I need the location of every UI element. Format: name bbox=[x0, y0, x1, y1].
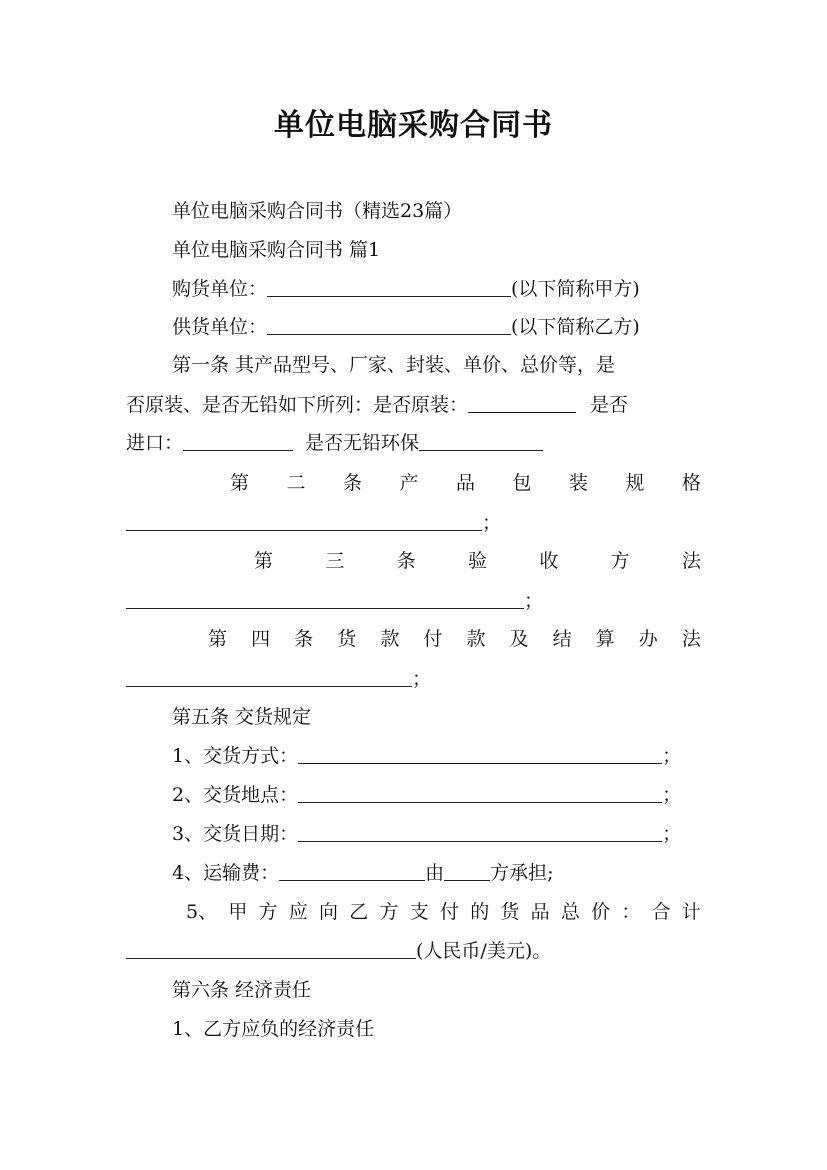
art2-char: 品 bbox=[455, 472, 475, 494]
import-blank bbox=[183, 430, 293, 451]
art4-char: 法 bbox=[681, 628, 701, 650]
transport-fee-blank bbox=[279, 860, 425, 881]
seller-label: 供货单位： bbox=[172, 316, 268, 338]
total-price-blank-line bbox=[126, 936, 701, 966]
buyer-suffix: (以下简称甲方) bbox=[511, 278, 640, 300]
art4-char: 及 bbox=[509, 628, 529, 650]
d5-char: 应 bbox=[288, 901, 308, 923]
article4-blank-line bbox=[126, 664, 701, 694]
art2-char: 条 bbox=[342, 472, 362, 494]
transport-bear: 方承担; bbox=[490, 862, 554, 884]
document-title: 单位电脑采购合同书 bbox=[274, 108, 553, 143]
art2-char: 产 bbox=[399, 472, 419, 494]
delivery-date-label: 3、交货日期： bbox=[172, 823, 299, 845]
total-price-line bbox=[186, 897, 701, 927]
d5-char: 乙 bbox=[349, 901, 369, 923]
art2-char: 第 bbox=[230, 472, 250, 494]
art2-char: 二 bbox=[286, 472, 306, 494]
d5-char: 5、 bbox=[186, 901, 218, 923]
art3-char: 方 bbox=[610, 550, 630, 572]
d5-char: 总 bbox=[560, 901, 580, 923]
buyer-blank bbox=[267, 276, 511, 297]
d5-char: 品 bbox=[530, 901, 550, 923]
article3-blank-line bbox=[126, 586, 701, 616]
art3-char: 三 bbox=[325, 550, 345, 572]
subtitle-line: 单位电脑采购合同书（精选23篇） bbox=[172, 200, 463, 222]
article6-heading: 第六条 经济责任 bbox=[172, 979, 312, 1001]
article1-line3 bbox=[126, 428, 701, 458]
buyer-label: 购货单位： bbox=[172, 278, 268, 300]
art3-char: 验 bbox=[467, 550, 487, 572]
art2-char: 格 bbox=[681, 472, 701, 494]
leadfree-blank bbox=[419, 430, 543, 451]
art4-char: 算 bbox=[595, 628, 615, 650]
seller-blank bbox=[267, 314, 511, 335]
total-price-blank bbox=[126, 938, 416, 959]
art2-char: 规 bbox=[625, 472, 645, 494]
original-blank bbox=[468, 392, 576, 413]
art4-char: 办 bbox=[638, 628, 658, 650]
d5-char: ： bbox=[621, 901, 641, 923]
seller-liability-line: 1、乙方应负的经济责任 bbox=[172, 1018, 375, 1040]
article2-heading bbox=[230, 468, 701, 498]
d5-char: 价 bbox=[591, 901, 611, 923]
d5-char: 计 bbox=[681, 901, 701, 923]
art2-char: 装 bbox=[568, 472, 588, 494]
import-label: 进口： bbox=[126, 432, 184, 454]
article4-heading bbox=[208, 624, 701, 654]
article4-blank bbox=[126, 666, 412, 687]
delivery-place-end: ； bbox=[662, 784, 682, 806]
article3-end: ； bbox=[524, 590, 544, 612]
buyer-line bbox=[172, 274, 701, 304]
transport-party-blank bbox=[444, 860, 490, 881]
seller-line bbox=[172, 312, 701, 342]
article2-blank bbox=[126, 510, 482, 531]
delivery-place-blank bbox=[298, 782, 662, 803]
article4-end: ； bbox=[412, 668, 432, 690]
art4-char: 款 bbox=[380, 628, 400, 650]
delivery-date-end: ； bbox=[662, 823, 682, 845]
art2-char: 包 bbox=[512, 472, 532, 494]
d5-char: 向 bbox=[319, 901, 339, 923]
delivery-date-blank bbox=[298, 821, 662, 842]
article1-line2 bbox=[126, 390, 701, 420]
art3-char: 收 bbox=[539, 550, 559, 572]
article3-heading bbox=[254, 546, 701, 576]
art4-char: 货 bbox=[337, 628, 357, 650]
delivery-method-label: 1、交货方式： bbox=[172, 745, 299, 767]
d5-char: 方 bbox=[258, 901, 278, 923]
delivery-date-line bbox=[172, 819, 701, 849]
article1-text: 否原装、是否无铅如下所列：是否原装： bbox=[126, 394, 469, 416]
delivery-place-line bbox=[172, 780, 701, 810]
delivery-place-label: 2、交货地点： bbox=[172, 784, 299, 806]
art3-char: 第 bbox=[254, 550, 274, 572]
d5-char: 的 bbox=[470, 901, 490, 923]
transport-fee-line bbox=[172, 858, 701, 888]
delivery-method-line bbox=[172, 741, 701, 771]
article1-text2: 是否 bbox=[590, 394, 629, 416]
transport-fee-label: 4、运输费： bbox=[172, 862, 280, 884]
article2-blank-line bbox=[126, 508, 701, 538]
leadfree-label: 是否无铅环保 bbox=[305, 432, 420, 454]
art4-char: 条 bbox=[294, 628, 314, 650]
art4-char: 付 bbox=[423, 628, 443, 650]
art3-char: 条 bbox=[396, 550, 416, 572]
art3-char: 法 bbox=[681, 550, 701, 572]
delivery-method-blank bbox=[298, 743, 662, 764]
d5-char: 方 bbox=[379, 901, 399, 923]
art4-char: 款 bbox=[466, 628, 486, 650]
art4-char: 第 bbox=[208, 628, 228, 650]
transport-by: 由 bbox=[425, 862, 445, 884]
d5-char: 合 bbox=[651, 901, 671, 923]
article3-blank bbox=[126, 588, 524, 609]
delivery-method-end: ； bbox=[662, 745, 682, 767]
article5-heading: 第五条 交货规定 bbox=[172, 706, 312, 728]
d5-char: 甲 bbox=[228, 901, 248, 923]
seller-suffix: (以下简称乙方) bbox=[511, 316, 640, 338]
chapter-line: 单位电脑采购合同书 篇1 bbox=[172, 239, 381, 261]
art4-char: 四 bbox=[251, 628, 271, 650]
art4-char: 结 bbox=[552, 628, 572, 650]
d5-char: 支 bbox=[409, 901, 429, 923]
article1-line1: 第一条 其产品型号、厂家、封装、单价、总价等，是 bbox=[172, 354, 616, 376]
currency-note: (人民币/美元)。 bbox=[416, 940, 552, 962]
d5-char: 货 bbox=[500, 901, 520, 923]
article2-end: ； bbox=[482, 512, 502, 534]
d5-char: 付 bbox=[439, 901, 459, 923]
